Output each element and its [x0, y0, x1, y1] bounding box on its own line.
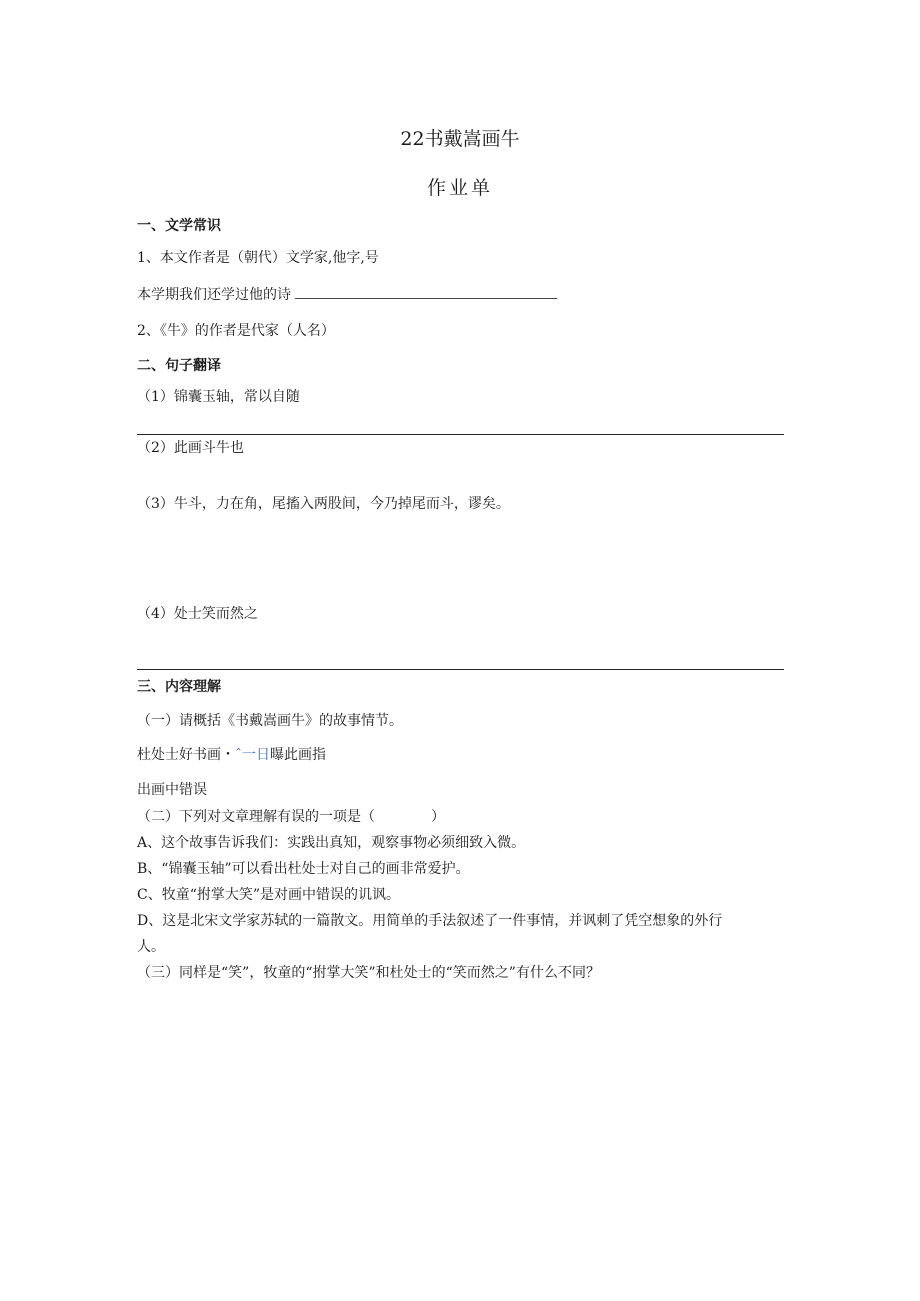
answer-blank[interactable] [295, 286, 557, 299]
question-1-1b: 本学期我们还学过他的诗 [137, 287, 291, 303]
question-1-1b-row [137, 286, 557, 304]
page-subtitle: 作业单 [426, 177, 493, 199]
option-b: B、“锦囊玉轴”可以看出杜处士对自己的画非常爱护。 [137, 861, 470, 877]
option-c: C、牧童“拊掌大笑”是对画中错误的讥讽。 [137, 887, 401, 903]
option-d-line1: D、这是北宋文学家苏轼的一篇散文。用简单的手法叙述了一件事情，并讽刺了凭空想象的外行 [137, 913, 723, 929]
answer-3-1-line1 [137, 746, 326, 764]
sentence-2: （2）此画斗牛也 [137, 440, 244, 456]
answer-line-2 [137, 669, 784, 670]
section-2-heading: 二、句子翻译 [137, 358, 221, 374]
sentence-1: （1）锦囊玉轴，常以自随 [137, 389, 300, 405]
answer-3-1-line2: 出画中错误 [137, 782, 207, 798]
answer-mark: ˆ一日 [235, 747, 270, 763]
section-3-heading: 三、内容理解 [137, 679, 221, 695]
answer-text-tail: 曝此画指 [270, 747, 326, 763]
question-1-1: 1、本文作者是（朝代）文学家,他字,号 [137, 250, 379, 266]
sentence-3: （3）牛斗，力在角，尾搐入两股间，今乃掉尾而斗，谬矣。 [137, 496, 510, 512]
question-3-3: （三）同样是“笑”，牧童的“拊掌大笑”和杜处士的“笑而然之”有什么不同？ [137, 965, 600, 981]
question-3-1: （一）请概括《书戴嵩画牛》的故事情节。 [137, 713, 403, 729]
question-1-2: 2、《牛》的作者是代家（人名） [137, 323, 335, 339]
option-d-line2: 人。 [137, 939, 165, 955]
sentence-4: （4）处士笑而然之 [137, 606, 258, 622]
answer-text: 杜处士好书画・ [137, 747, 235, 763]
question-3-2: （二）下列对文章理解有误的一项是（ ） [137, 809, 445, 825]
answer-line-1 [137, 434, 784, 435]
section-1-heading: 一、文学常识 [137, 218, 221, 234]
option-a: A、这个故事告诉我们：实践出真知，观察事物必须细致入微。 [137, 835, 526, 851]
page-title: 22书戴嵩画牛 [400, 128, 520, 150]
